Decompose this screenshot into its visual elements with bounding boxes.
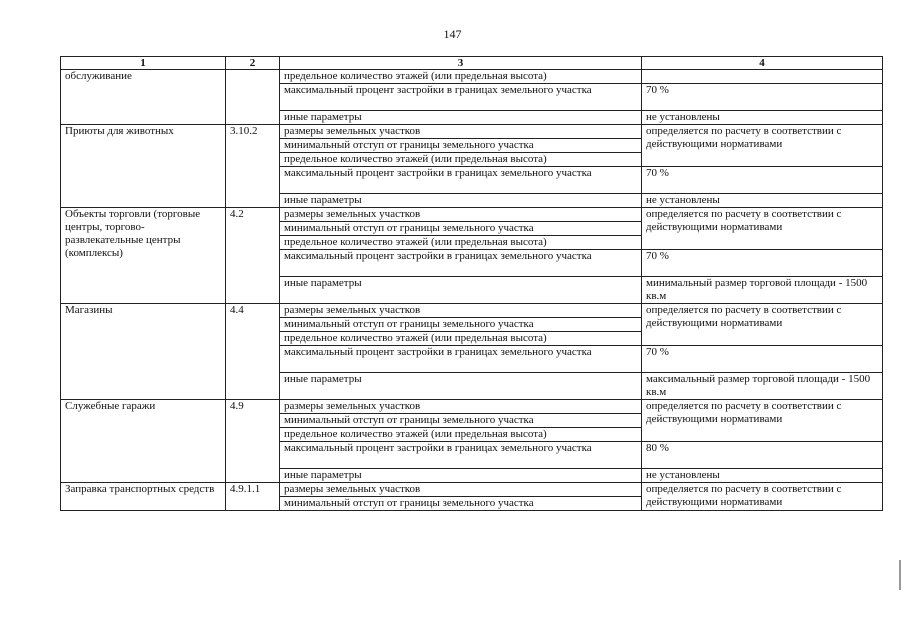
scan-edge-mark xyxy=(899,560,901,590)
use-name: Заправка транспортных средств xyxy=(61,483,226,511)
param-cell: минимальный отступ от границы земельного участка xyxy=(280,414,642,428)
table-row xyxy=(61,208,883,222)
header-col-4: 4 xyxy=(642,57,883,70)
value-cell: определяется по расчету в соответствии с действующими нормативами xyxy=(642,125,883,167)
value-cell: минимальный размер торговой площади - 1500 кв.м xyxy=(642,277,883,304)
header-col-3: 3 xyxy=(280,57,642,70)
value-cell: определяется по расчету в соответствии с действующими нормативами xyxy=(642,483,883,511)
param-cell: максимальный процент застройки в границах земельного участка xyxy=(280,442,642,469)
param-cell: размеры земельных участков xyxy=(280,125,642,139)
param-cell: максимальный процент застройки в границах земельного участка xyxy=(280,346,642,373)
value-cell: не установлены xyxy=(642,111,883,125)
value-cell: максимальный размер торговой площади - 1500 кв.м xyxy=(642,373,883,400)
param-cell: предельное количество этажей (или предельная высота) xyxy=(280,332,642,346)
table-row xyxy=(61,70,883,84)
value-cell: 70 % xyxy=(642,250,883,277)
param-cell: минимальный отступ от границы земельного участка xyxy=(280,222,642,236)
value-cell: 70 % xyxy=(642,84,883,111)
param-cell: предельное количество этажей (или предельная высота) xyxy=(280,236,642,250)
use-name: Служебные гаражи xyxy=(61,400,226,483)
param-cell: размеры земельных участков xyxy=(280,304,642,318)
header-row xyxy=(61,57,883,70)
param-cell: максимальный процент застройки в границах земельного участка xyxy=(280,167,642,194)
param-cell: иные параметры xyxy=(280,194,642,208)
header-col-2: 2 xyxy=(226,57,280,70)
param-cell: максимальный процент застройки в границах земельного участка xyxy=(280,84,642,111)
use-code: 4.4 xyxy=(226,304,280,400)
value-cell: определяется по расчету в соответствии с действующими нормативами xyxy=(642,304,883,346)
use-code: 4.2 xyxy=(226,208,280,304)
param-cell: предельное количество этажей (или предельная высота) xyxy=(280,153,642,167)
param-cell: минимальный отступ от границы земельного участка xyxy=(280,497,642,511)
use-name: Магазины xyxy=(61,304,226,400)
page-number: 147 xyxy=(443,27,462,41)
param-cell: иные параметры xyxy=(280,111,642,125)
value-cell: 70 % xyxy=(642,346,883,373)
param-cell: размеры земельных участков xyxy=(280,483,642,497)
zoning-parameters-table xyxy=(60,56,883,511)
value-cell: определяется по расчету в соответствии с действующими нормативами xyxy=(642,400,883,442)
param-cell: размеры земельных участков xyxy=(280,400,642,414)
param-cell: иные параметры xyxy=(280,277,642,304)
use-name: Объекты торговли (торговые центры, торгово-развлекательные центры (комплексы) xyxy=(61,208,226,304)
use-name: Приюты для животных xyxy=(61,125,226,208)
param-cell: иные параметры xyxy=(280,373,642,400)
use-code: 3.10.2 xyxy=(226,125,280,208)
table-row xyxy=(61,400,883,414)
table-row xyxy=(61,125,883,139)
param-cell: предельное количество этажей (или предельная высота) xyxy=(280,70,642,84)
param-cell: иные параметры xyxy=(280,469,642,483)
value-cell: 70 % xyxy=(642,167,883,194)
param-cell: минимальный отступ от границы земельного участка xyxy=(280,318,642,332)
param-cell: минимальный отступ от границы земельного участка xyxy=(280,139,642,153)
param-cell: размеры земельных участков xyxy=(280,208,642,222)
table-row xyxy=(61,483,883,497)
value-cell: не установлены xyxy=(642,194,883,208)
value-cell: не установлены xyxy=(642,469,883,483)
value-cell: 80 % xyxy=(642,442,883,469)
table-row xyxy=(61,304,883,318)
use-code: 4.9 xyxy=(226,400,280,483)
header-col-1: 1 xyxy=(61,57,226,70)
value-cell: определяется по расчету в соответствии с действующими нормативами xyxy=(642,208,883,250)
use-code: 4.9.1.1 xyxy=(226,483,280,511)
use-code xyxy=(226,70,280,125)
use-name: обслуживание xyxy=(61,70,226,125)
param-cell: предельное количество этажей (или предельная высота) xyxy=(280,428,642,442)
param-cell: максимальный процент застройки в границах земельного участка xyxy=(280,250,642,277)
value-cell xyxy=(642,70,883,84)
